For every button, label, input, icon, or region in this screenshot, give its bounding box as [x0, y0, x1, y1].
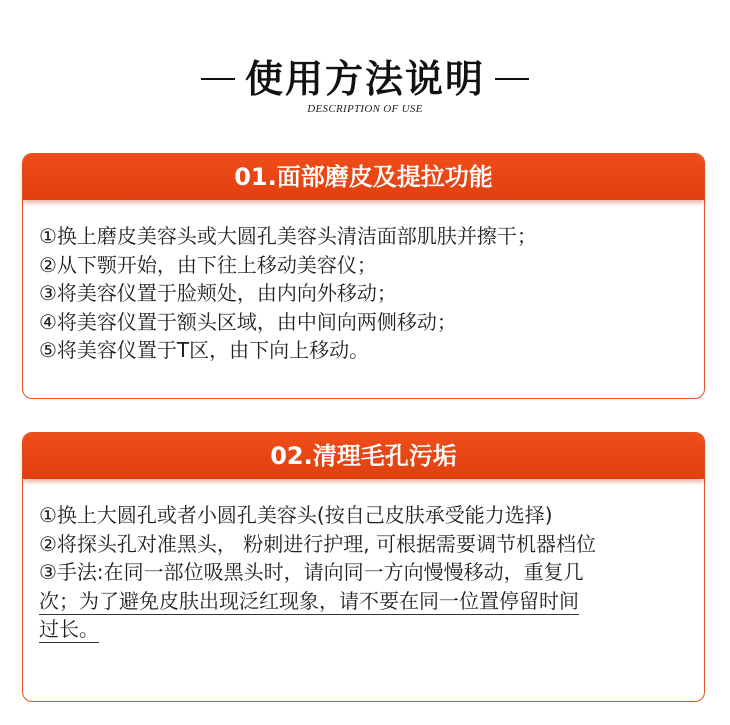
step-item: ①换上磨皮美容头或大圆孔美容头清洁面部肌肤并擦干； — [39, 224, 537, 248]
step-item: ①换上大圆孔或者小圆孔美容头(按自己皮肤承受能力选择) — [39, 503, 553, 527]
page-header — [0, 55, 730, 115]
title-row — [0, 55, 730, 103]
step-item: ②从下颚开始，由下往上移动美容仪； — [39, 252, 377, 277]
underlined-text: 次；为了避免皮肤出现泛红现象，请不要在同一位置停留时间 — [39, 588, 579, 613]
section-header-facial-lifting: 01.面部磨皮及提拉功能 — [23, 154, 704, 200]
underlined-text: 过长。 — [39, 617, 99, 641]
step-item: ③手法:在同一部位吸黑头时，请向同一方向慢慢移动，重复几 — [39, 560, 584, 584]
step-item: ④将美容仪置于额头区域，由中间向两侧移动； — [39, 309, 457, 334]
title-right-rule — [495, 78, 529, 80]
step-item: ②将探头孔对准黑头， 粉刺进行护理, 可根据需要调节机器档位 — [39, 531, 597, 556]
section-header-pore-cleaning: 02.清理毛孔污垢 — [23, 433, 704, 479]
step-item: ⑤将美容仪置于T区，由下向上移动。 — [39, 338, 370, 362]
section-steps-pore-cleaning — [23, 479, 704, 644]
page-subtitle: DESCRIPTION OF USE — [307, 103, 423, 115]
section-steps-facial-lifting — [23, 200, 704, 365]
page-title: 使用方法说明 — [244, 56, 485, 101]
step-item: ③将美容仪置于脸颊处，由内向外移动； — [39, 281, 397, 305]
section-card-pore-cleaning — [22, 432, 705, 702]
section-card-facial-lifting — [22, 153, 705, 399]
title-left-rule — [201, 78, 235, 80]
step-item-continued — [39, 587, 688, 616]
step-item-continued — [39, 615, 688, 644]
